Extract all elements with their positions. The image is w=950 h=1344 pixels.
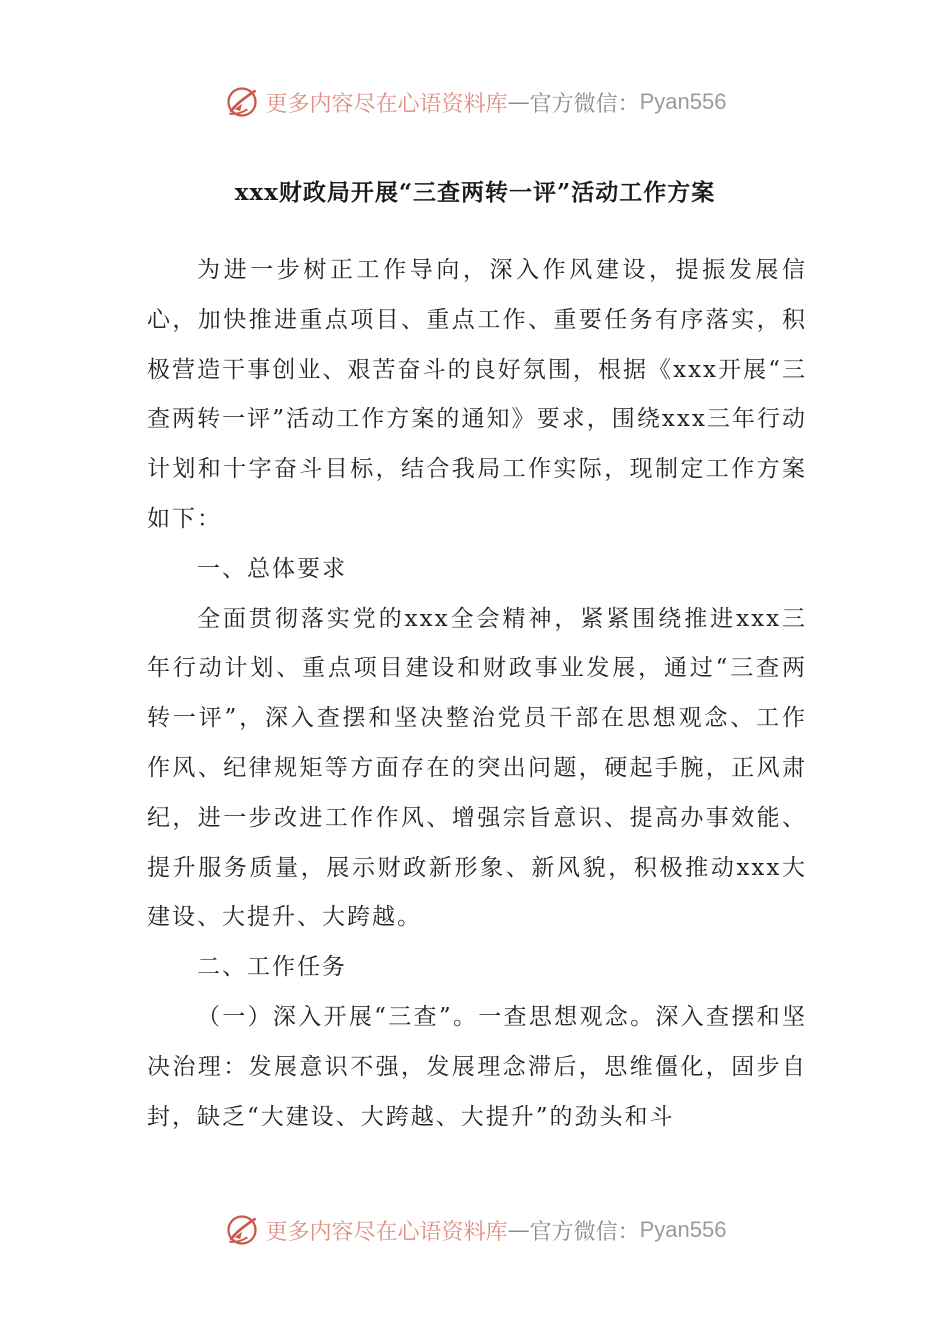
- footer-watermark-banner: [0, 1208, 950, 1252]
- banner-slogan: 更多内容尽在心语资料库: [265, 91, 508, 117]
- banner-dash: —: [507, 89, 530, 115]
- banner-wechat-id: Pyan556: [639, 89, 727, 114]
- banner-slogan: 更多内容尽在心语资料库: [265, 1219, 508, 1245]
- section-heading-general-requirements: 一、总体要求: [197, 555, 347, 582]
- intro-paragraph: 为进一步树正工作导向，深入作风建设，提振发展信心，加快推进重点项目、重点工作、重要任务有序落实，积极营造干事创业、艰苦奋斗的良好氛围，根据《xxx开展“三查两转一评”活动工作方案的通知》要求，围绕xxx三年行动计划和十字奋斗目标，结合我局工作实际，现制定工作方案如下：: [147, 257, 807, 532]
- pen-scroll-logo-icon: [224, 1212, 260, 1248]
- section-heading-work-tasks: 二、工作任务: [197, 954, 347, 981]
- work-tasks-paragraph: （一）深入开展“三查”。一查思想观念。深入查摆和坚决治理：发展意识不强，发展理念滞后，思维僵化，固步自封，缺乏“大建设、大跨越、大提升”的劲头和斗: [147, 1003, 807, 1130]
- banner-wechat-label: 官方微信：: [529, 1219, 640, 1245]
- banner-wechat-label: 官方微信：: [529, 91, 640, 117]
- pen-scroll-logo-icon: [224, 84, 260, 120]
- banner-wechat-id: Pyan556: [639, 1217, 727, 1242]
- document-body: [147, 246, 807, 1142]
- document-title: xxx财政局开展“三查两转一评”活动工作方案: [234, 179, 716, 206]
- banner-dash: —: [507, 1217, 530, 1243]
- header-watermark-banner: [0, 80, 950, 124]
- general-requirements-paragraph: 全面贯彻落实党的xxx全会精神，紧紧围绕推进xxx三年行动计划、重点项目建设和财政事业发展，通过“三查两转一评”，深入查摆和坚决整治党员干部在思想观念、工作作风、纪律规矩等方面存在的突出问题，硬起手腕，正风肃纪，进一步改进工作作风、增强宗旨意识、提高办事效能、提升服务质量，展示财政新形象、新风貌，积极推动xxx大建设、大提升、大跨越。: [147, 605, 807, 931]
